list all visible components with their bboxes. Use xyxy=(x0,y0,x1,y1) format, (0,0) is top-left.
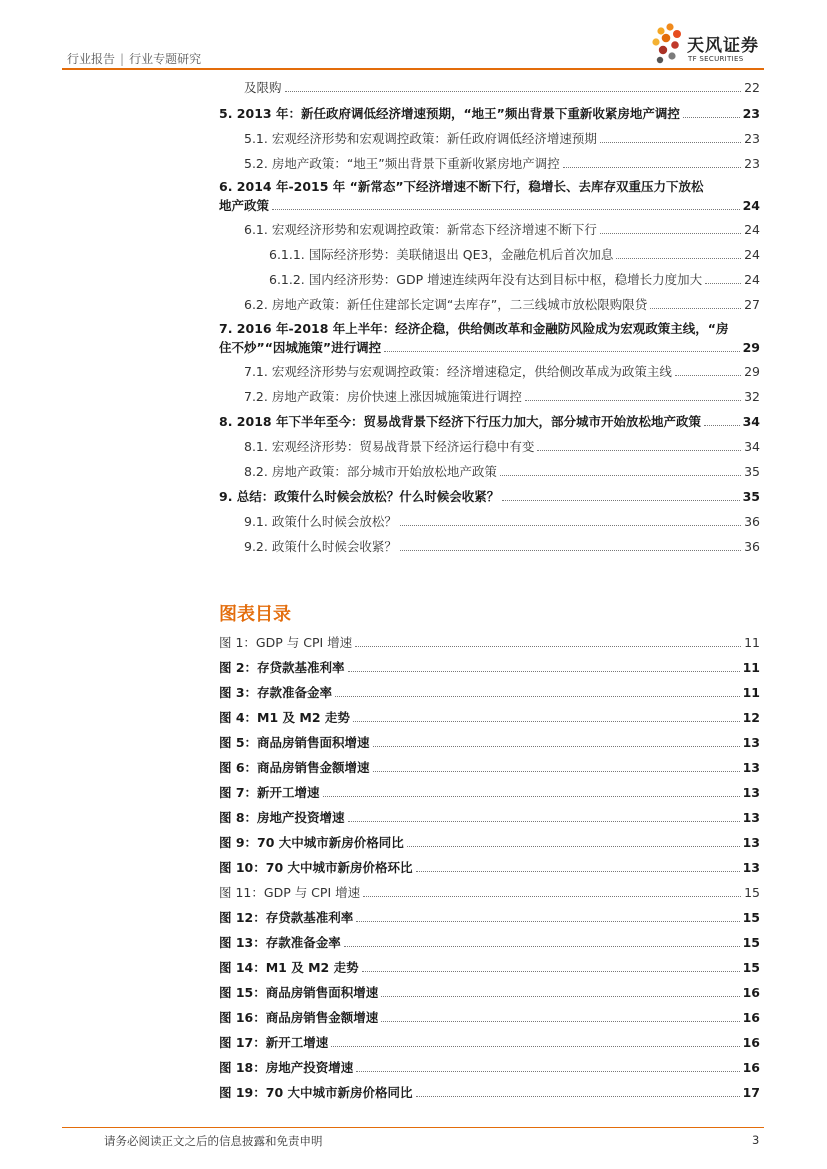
toc-leader xyxy=(563,167,741,168)
figure-entry[interactable] xyxy=(219,683,760,701)
figure-entry-page: 12 xyxy=(742,710,760,725)
figure-entry-page: 13 xyxy=(742,735,760,750)
header-separator: | xyxy=(120,52,125,66)
figure-entry-text: 图 17：新开工增速 xyxy=(219,1035,329,1050)
figure-leader xyxy=(381,996,739,997)
toc-entry-text: 及限购 xyxy=(244,80,282,95)
toc-entry[interactable] xyxy=(219,104,760,122)
figure-entry-text: 图 1：GDP 与 CPI 增速 xyxy=(219,635,353,650)
toc-entry-text: 7.2. 房地产政策：房价快速上涨因城施策进行调控 xyxy=(244,389,522,404)
figure-entry[interactable] xyxy=(219,733,760,751)
toc-leader xyxy=(675,375,741,376)
toc-entry-line1[interactable]: 6. 2014 年-2015 年 “新常态”下经济增速不断下行，稳增长、去库存双重压力下放松 xyxy=(219,179,704,194)
figure-entry-page: 13 xyxy=(742,760,760,775)
toc-entry-text: 6.1.2. 国内经济形势：GDP 增速连续两年没有达到目标中枢，稳增长力度加大 xyxy=(269,272,703,287)
toc-leader xyxy=(704,425,740,426)
figure-entry-text: 图 13：存款准备金率 xyxy=(219,935,341,950)
category-label: 行业报告 xyxy=(67,52,116,66)
toc-entry-text: 7.1. 宏观经济形势与宏观调控政策：经济增速稳定，供给侧改革成为政策主线 xyxy=(244,364,672,379)
toc-leader xyxy=(616,258,741,259)
figure-entry-page: 17 xyxy=(742,1085,760,1100)
toc-entry-page: 36 xyxy=(744,539,760,554)
toc-leader xyxy=(400,550,741,551)
figure-entry-text: 图 12：存贷款基准利率 xyxy=(219,910,354,925)
figure-entry[interactable] xyxy=(219,833,760,851)
toc-entry[interactable] xyxy=(244,512,760,530)
footer-disclaimer: 请务必阅读正文之后的信息披露和免责申明 xyxy=(104,1134,323,1148)
toc-entry-line1[interactable]: 7. 2016 年-2018 年上半年：经济企稳，供给侧改革和金融防风险成为宏观政策主线，“房 xyxy=(219,321,729,336)
toc-entry-page: 32 xyxy=(744,389,760,404)
toc-entry-text: 8.2. 房地产政策：部分城市开始放松地产政策 xyxy=(244,464,497,479)
figure-entry-text: 图 2：存贷款基准利率 xyxy=(219,660,345,675)
toc-entry-page: 24 xyxy=(744,247,760,262)
figure-entry-text: 图 15：商品房销售面积增速 xyxy=(219,985,379,1000)
figure-entry-page: 15 xyxy=(742,960,760,975)
toc-leader xyxy=(400,525,741,526)
figure-leader xyxy=(416,871,740,872)
toc-leader xyxy=(600,233,741,234)
figure-entry-page: 13 xyxy=(742,835,760,850)
toc-entry[interactable] xyxy=(244,154,760,172)
figure-entry-text: 图 10：70 大中城市新房价格环比 xyxy=(219,860,413,875)
figure-entry[interactable] xyxy=(219,958,760,976)
toc-entry[interactable] xyxy=(219,196,760,214)
figure-leader xyxy=(373,746,740,747)
figure-leader xyxy=(363,896,741,897)
toc-entry-page: 24 xyxy=(744,272,760,287)
figure-entry-text: 图 4：M1 及 M2 走势 xyxy=(219,710,350,725)
figure-entry-page: 16 xyxy=(742,1060,760,1075)
figure-entry[interactable] xyxy=(219,1058,760,1076)
figure-entry-text: 图 18：房地产投资增速 xyxy=(219,1060,354,1075)
page-number: 3 xyxy=(752,1133,760,1147)
toc-entry-page: 23 xyxy=(744,131,760,146)
figure-entry-text: 图 7：新开工增速 xyxy=(219,785,320,800)
toc-entry-text: 9.1. 政策什么时候会放松？ xyxy=(244,514,397,529)
toc-entry-text: 住不炒”“因城施策”进行调控 xyxy=(219,340,382,355)
toc-entry-page: 35 xyxy=(742,489,760,504)
figure-entry-page: 13 xyxy=(742,785,760,800)
toc-entry-text: 6.1.1. 国际经济形势：美联储退出 QE3，金融危机后首次加息 xyxy=(269,247,614,262)
figure-leader xyxy=(356,1071,739,1072)
header-divider xyxy=(62,68,764,70)
toc-entry-page: 23 xyxy=(742,106,760,121)
figure-entry-text: 图 14：M1 及 M2 走势 xyxy=(219,960,359,975)
toc-entry-text: 8. 2018 年下半年至今：贸易战背景下经济下行压力加大，部分城市开始放松地产政策 xyxy=(219,414,701,429)
figure-entry[interactable] xyxy=(219,758,760,776)
figure-leader xyxy=(335,696,740,697)
figure-entry-text: 图 19：70 大中城市新房价格同比 xyxy=(219,1085,413,1100)
footer-divider xyxy=(62,1127,764,1128)
figure-entry-page: 16 xyxy=(742,1035,760,1050)
logo-flower-icon xyxy=(649,22,685,66)
toc-entry[interactable] xyxy=(244,78,760,96)
toc-entry[interactable] xyxy=(244,537,760,555)
toc-entry-text: 地产政策 xyxy=(219,198,270,213)
toc-entry[interactable] xyxy=(244,462,760,480)
figures-section-title: 图表目录 xyxy=(219,604,291,625)
figure-leader xyxy=(362,971,740,972)
toc-entry[interactable] xyxy=(244,362,760,380)
figure-entry-page: 16 xyxy=(742,1010,760,1025)
figure-entry[interactable] xyxy=(219,933,760,951)
toc-leader xyxy=(683,117,740,118)
figure-leader xyxy=(416,1096,740,1097)
figure-leader xyxy=(323,796,740,797)
toc-entry-page: 23 xyxy=(744,156,760,171)
toc-entry-text: 6.1. 宏观经济形势和宏观调控政策：新常态下经济增速不断下行 xyxy=(244,222,597,237)
toc-entry-page: 29 xyxy=(744,364,760,379)
toc-entry[interactable] xyxy=(269,270,760,288)
toc-leader xyxy=(384,351,739,352)
figure-entry[interactable] xyxy=(219,908,760,926)
figure-leader xyxy=(344,946,740,947)
figure-entry-text: 图 6：商品房销售金额增速 xyxy=(219,760,370,775)
logo-name: 天风证券 xyxy=(687,36,759,56)
figure-entry-text: 图 5：商品房销售面积增速 xyxy=(219,735,370,750)
figure-leader xyxy=(353,721,740,722)
toc-entry[interactable] xyxy=(269,245,760,263)
toc-entry-page: 24 xyxy=(744,222,760,237)
toc-entry-text: 5.1. 宏观经济形势和宏观调控政策：新任政府调低经济增速预期 xyxy=(244,131,597,146)
toc-entry[interactable] xyxy=(219,412,760,430)
toc-entry-text: 5. 2013 年：新任政府调低经济增速预期，“地王”频出背景下重新收紧房地产调控 xyxy=(219,106,680,121)
figure-entry[interactable] xyxy=(219,658,760,676)
figure-leader xyxy=(373,771,740,772)
toc-entry[interactable] xyxy=(244,129,760,147)
toc-leader xyxy=(537,450,741,451)
figure-entry[interactable] xyxy=(219,883,760,901)
toc-leader xyxy=(600,142,741,143)
figure-entry-text: 图 9：70 大中城市新房价格同比 xyxy=(219,835,404,850)
toc-entry[interactable] xyxy=(244,437,760,455)
figure-entry-page: 13 xyxy=(742,860,760,875)
figure-entry-page: 15 xyxy=(742,935,760,950)
figure-entry-page: 11 xyxy=(742,685,760,700)
figure-entry[interactable] xyxy=(219,1008,760,1026)
figure-entry[interactable] xyxy=(219,1083,760,1101)
figure-entry[interactable] xyxy=(219,983,760,1001)
figure-entry-page: 15 xyxy=(744,885,760,900)
toc-entry-text: 6.2. 房地产政策：新任住建部长定调“去库存”，二三线城市放松限购限贷 xyxy=(244,297,648,312)
toc-entry[interactable] xyxy=(244,295,760,313)
toc-entry-page: 36 xyxy=(744,514,760,529)
toc-entry-page: 29 xyxy=(742,340,760,355)
toc-entry-page: 27 xyxy=(744,297,760,312)
toc-leader xyxy=(285,91,742,92)
company-logo xyxy=(649,22,764,66)
figure-entry[interactable] xyxy=(219,808,760,826)
toc-entry-text: 8.1. 宏观经济形势：贸易战背景下经济运行稳中有变 xyxy=(244,439,535,454)
subcategory-label: 行业专题研究 xyxy=(129,52,202,66)
toc-entry-text: 5.2. 房地产政策：“地王”频出背景下重新收紧房地产调控 xyxy=(244,156,560,171)
toc-entry[interactable] xyxy=(219,487,760,505)
figure-leader xyxy=(356,921,739,922)
figure-leader xyxy=(381,1021,739,1022)
toc-entry[interactable] xyxy=(244,220,760,238)
figure-entry[interactable] xyxy=(219,858,760,876)
figure-entry[interactable] xyxy=(219,1033,760,1051)
toc-leader xyxy=(650,308,741,309)
toc-entry[interactable] xyxy=(244,387,760,405)
figure-leader xyxy=(355,646,741,647)
toc-entry-page: 24 xyxy=(742,198,760,213)
toc-entry-page: 35 xyxy=(744,464,760,479)
figure-entry-page: 11 xyxy=(742,660,760,675)
page-header xyxy=(0,0,827,72)
figure-entry[interactable] xyxy=(219,783,760,801)
figure-entry-text: 图 11：GDP 与 CPI 增速 xyxy=(219,885,361,900)
toc-entry-text: 9. 总结：政策什么时候会放松？什么时候会收紧？ xyxy=(219,489,500,504)
figure-entry[interactable] xyxy=(219,708,760,726)
toc-entry-page: 22 xyxy=(744,80,760,95)
figure-leader xyxy=(348,821,740,822)
figure-leader xyxy=(331,1046,739,1047)
toc-leader xyxy=(705,283,741,284)
figure-entry-page: 11 xyxy=(744,635,760,650)
report-category xyxy=(67,50,201,67)
toc-entry-page: 34 xyxy=(742,414,760,429)
figure-entry-page: 15 xyxy=(742,910,760,925)
toc-leader xyxy=(502,500,739,501)
figure-entry-page: 16 xyxy=(742,985,760,1000)
figure-leader xyxy=(348,671,740,672)
figure-entry[interactable] xyxy=(219,633,760,651)
figure-entry-text: 图 16：商品房销售金额增速 xyxy=(219,1010,379,1025)
figure-entry-text: 图 8：房地产投资增速 xyxy=(219,810,345,825)
toc-entry[interactable] xyxy=(219,338,760,356)
toc-entry-text: 9.2. 政策什么时候会收紧？ xyxy=(244,539,397,554)
figure-entry-page: 13 xyxy=(742,810,760,825)
toc-leader xyxy=(525,400,741,401)
toc-entry-page: 34 xyxy=(744,439,760,454)
figure-entry-text: 图 3：存款准备金率 xyxy=(219,685,333,700)
logo-subtitle: TF SECURITIES xyxy=(688,55,744,63)
toc-leader xyxy=(500,475,741,476)
figure-leader xyxy=(407,846,740,847)
toc-leader xyxy=(272,209,740,210)
